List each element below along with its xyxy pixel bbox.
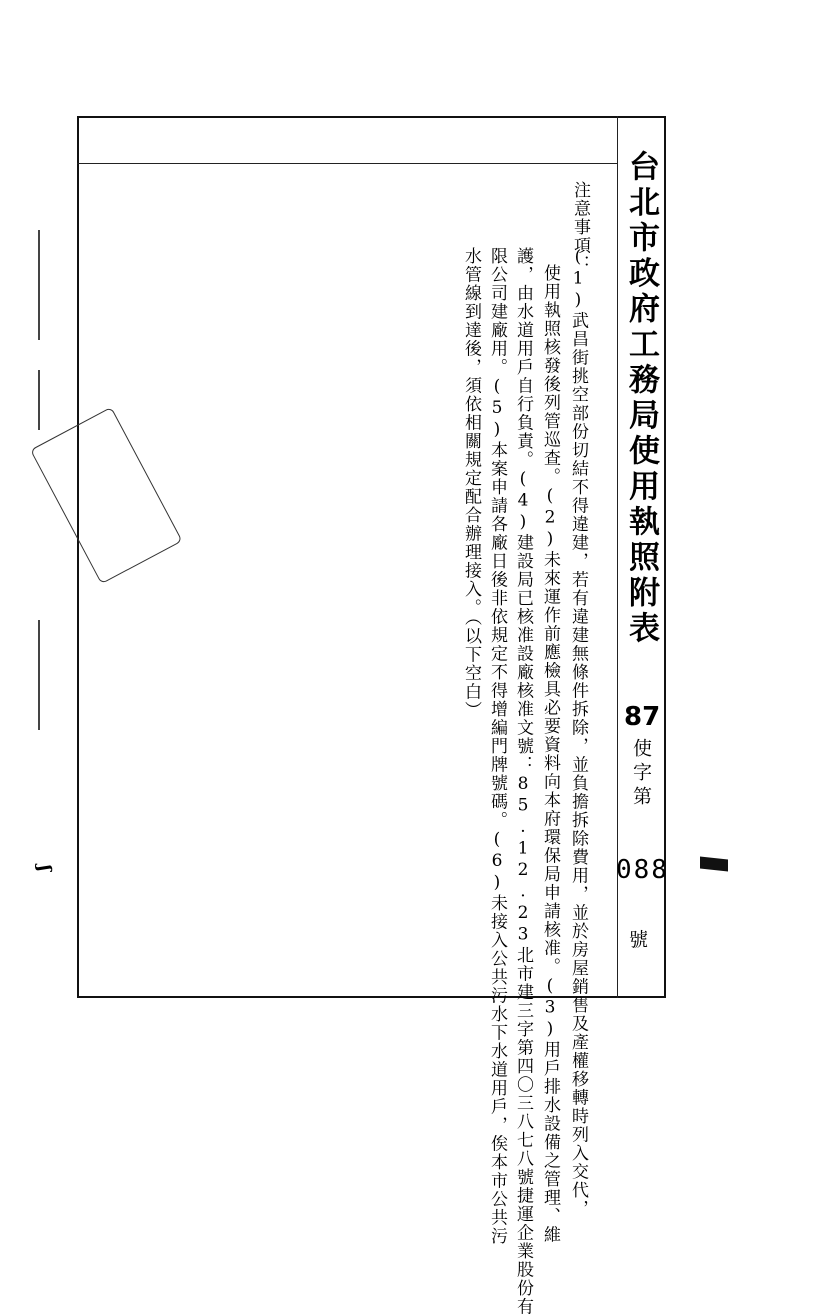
document-number: 87	[624, 702, 661, 732]
scan-edge-mark	[38, 230, 40, 340]
document-title: 台北市政府工務局使用執照附表	[623, 150, 659, 647]
scan-edge-mark	[38, 620, 40, 730]
notes-line-4: 限公司建廠用。(5)本案申請各廠日後非依規定不得增編門牌號碼。(6)未接入公共污水下水道用戶，俟本市公共污	[487, 247, 507, 1246]
document-serial: 088	[616, 855, 669, 885]
document-prefix: 使字第	[630, 738, 652, 810]
scan-corner-mark	[700, 857, 728, 872]
notes-line-1: (1)武昌街挑空部份切結不得違建，若有違建無條件拆除，並負擔拆除費用，並於房屋銷售及產權移轉時列入交代，	[568, 247, 588, 1218]
notes-line-2: 使用執照核發後列管巡查。(2)未來運作前應檢具必要資料向本府環保局申請核准。(3)用戶排水設備之管理、維	[540, 264, 560, 1244]
notes-heading: 注意事項：	[570, 181, 590, 274]
document-suffix: 號	[629, 929, 649, 951]
notes-line-3: 護，由水道用戶自行負責。(4)建設局已核准設廠核准文號：85.12.23北市建三字第四〇三八七八號捷運企業股份有	[513, 247, 533, 1316]
notes-line-5: 水管線到達後，須依相關規定配合辦理接入。（以下空白）	[461, 247, 481, 720]
scan-edge-mark	[38, 370, 40, 430]
binding-mark: ʃ	[32, 864, 54, 871]
header-rule	[77, 163, 618, 164]
